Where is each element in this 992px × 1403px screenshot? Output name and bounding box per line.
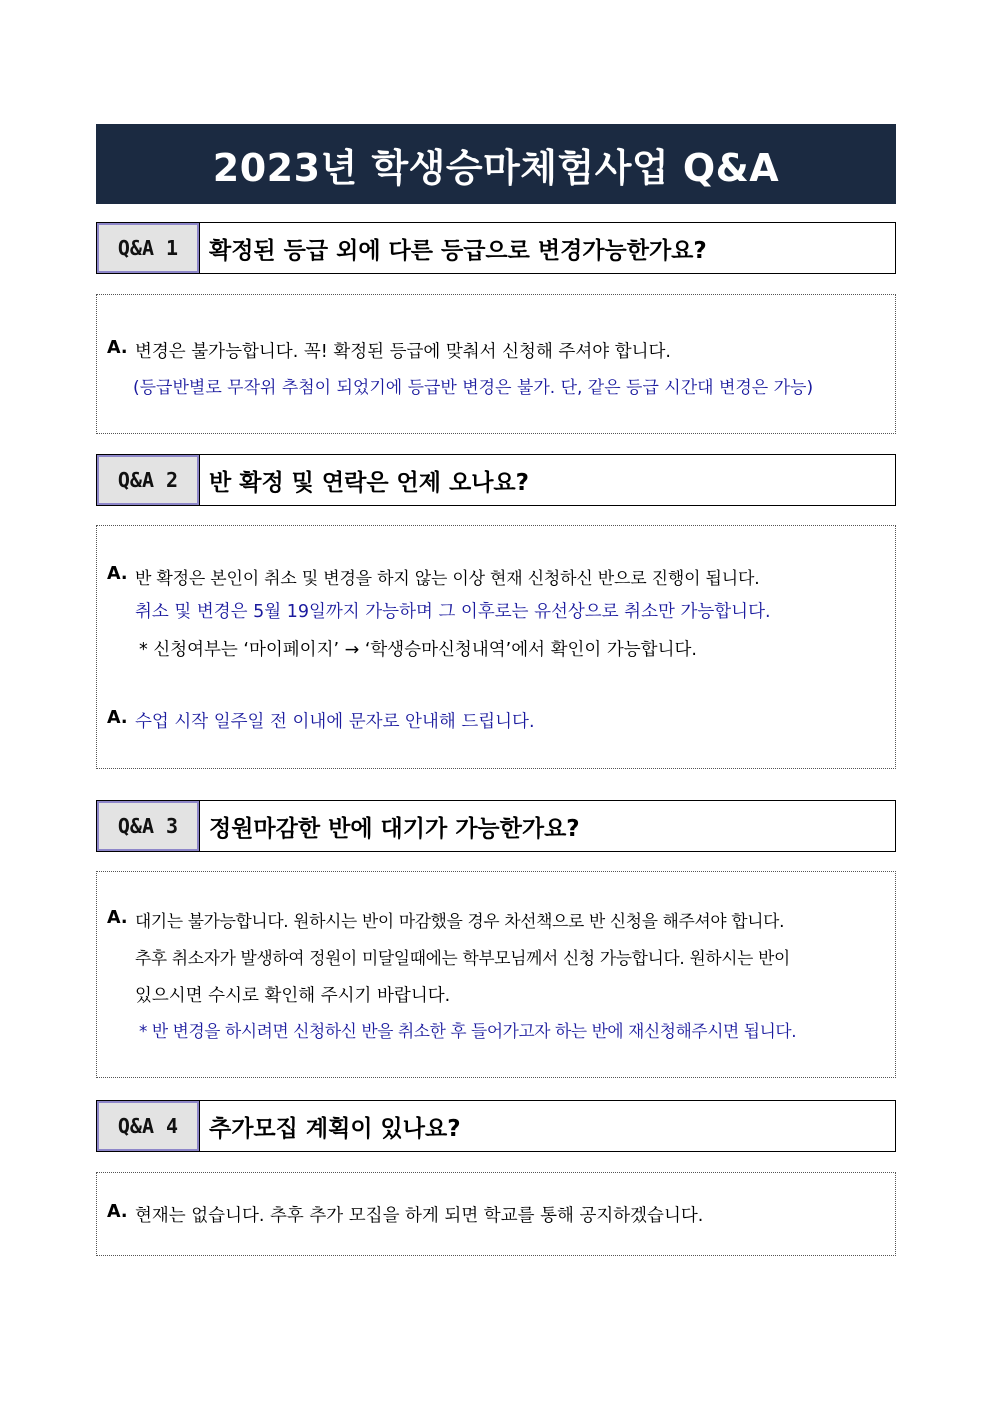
question-text-4: 추가모집 계획이 있나요? xyxy=(209,1115,461,1142)
answer-marker: A. xyxy=(107,1202,128,1222)
qa-label-2: Q&A 2 xyxy=(97,455,200,505)
answer-note: * 신청여부는 ‘마이페이지’ → ‘학생승마신청내역’에서 확인이 가능합니다. xyxy=(139,640,697,660)
answer-marker: A. xyxy=(107,564,128,584)
question-text-2: 반 확정 및 연락은 언제 오나요? xyxy=(209,469,529,496)
qa-label-4: Q&A 4 xyxy=(97,1101,200,1151)
answer-text: 반 확정은 본인이 취소 및 변경을 하지 않는 이상 현재 신청하신 반으로 진행이 됩니다. xyxy=(135,569,760,589)
answer-text: 있으시면 수시로 확인해 주시기 바랍니다. xyxy=(135,986,451,1006)
answer-marker: A. xyxy=(107,908,128,928)
answer-note: (등급반별로 무작위 추첨이 되었기에 등급반 변경은 불가. 단, 같은 등급 시간대 변경은 가능) xyxy=(133,378,814,398)
question-header-4 xyxy=(96,1100,896,1152)
answer-box-4 xyxy=(96,1172,896,1256)
answer-box-3 xyxy=(96,871,896,1078)
answer-text: 변경은 불가능합니다. 꼭! 확정된 등급에 맞춰서 신청해 주셔야 합니다. xyxy=(135,342,671,362)
answer-text: 대기는 불가능합니다. 원하시는 반이 마감했을 경우 차선책으로 반 신청을 해주셔야 합니다. xyxy=(135,911,785,931)
question-header-2 xyxy=(96,454,896,506)
question-header-1 xyxy=(96,222,896,274)
answer-marker: A. xyxy=(107,338,128,358)
answer-box-1 xyxy=(96,294,896,434)
answer-marker: A. xyxy=(107,708,128,728)
question-text-3: 정원마감한 반에 대기가 가능한가요? xyxy=(209,815,580,842)
question-text-1: 확정된 등급 외에 다른 등급으로 변경가능한가요? xyxy=(209,237,707,264)
qa-label-3: Q&A 3 xyxy=(97,801,200,851)
answer-text: 추후 취소자가 발생하여 정원이 미달일때에는 학부모님께서 신청 가능합니다. 원하시는 반이 xyxy=(135,948,790,968)
answer-note: * 반 변경을 하시려면 신청하신 반을 취소한 후 들어가고자 하는 반에 재신청해주시면 됩니다. xyxy=(139,1021,797,1041)
qa-label-1: Q&A 1 xyxy=(97,223,200,273)
answer-text: 수업 시작 일주일 전 이내에 문자로 안내해 드립니다. xyxy=(135,712,535,732)
answer-box-2 xyxy=(96,525,896,769)
answer-text: 현재는 없습니다. 추후 추가 모집을 하게 되면 학교를 통해 공지하겠습니다. xyxy=(135,1206,704,1226)
question-header-3 xyxy=(96,800,896,852)
answer-text: 취소 및 변경은 5월 19일까지 가능하며 그 이후로는 유선상으로 취소만 가능합니다. xyxy=(135,602,771,622)
page-title: 2023년 학생승마체험사업 Q&A xyxy=(96,124,896,204)
